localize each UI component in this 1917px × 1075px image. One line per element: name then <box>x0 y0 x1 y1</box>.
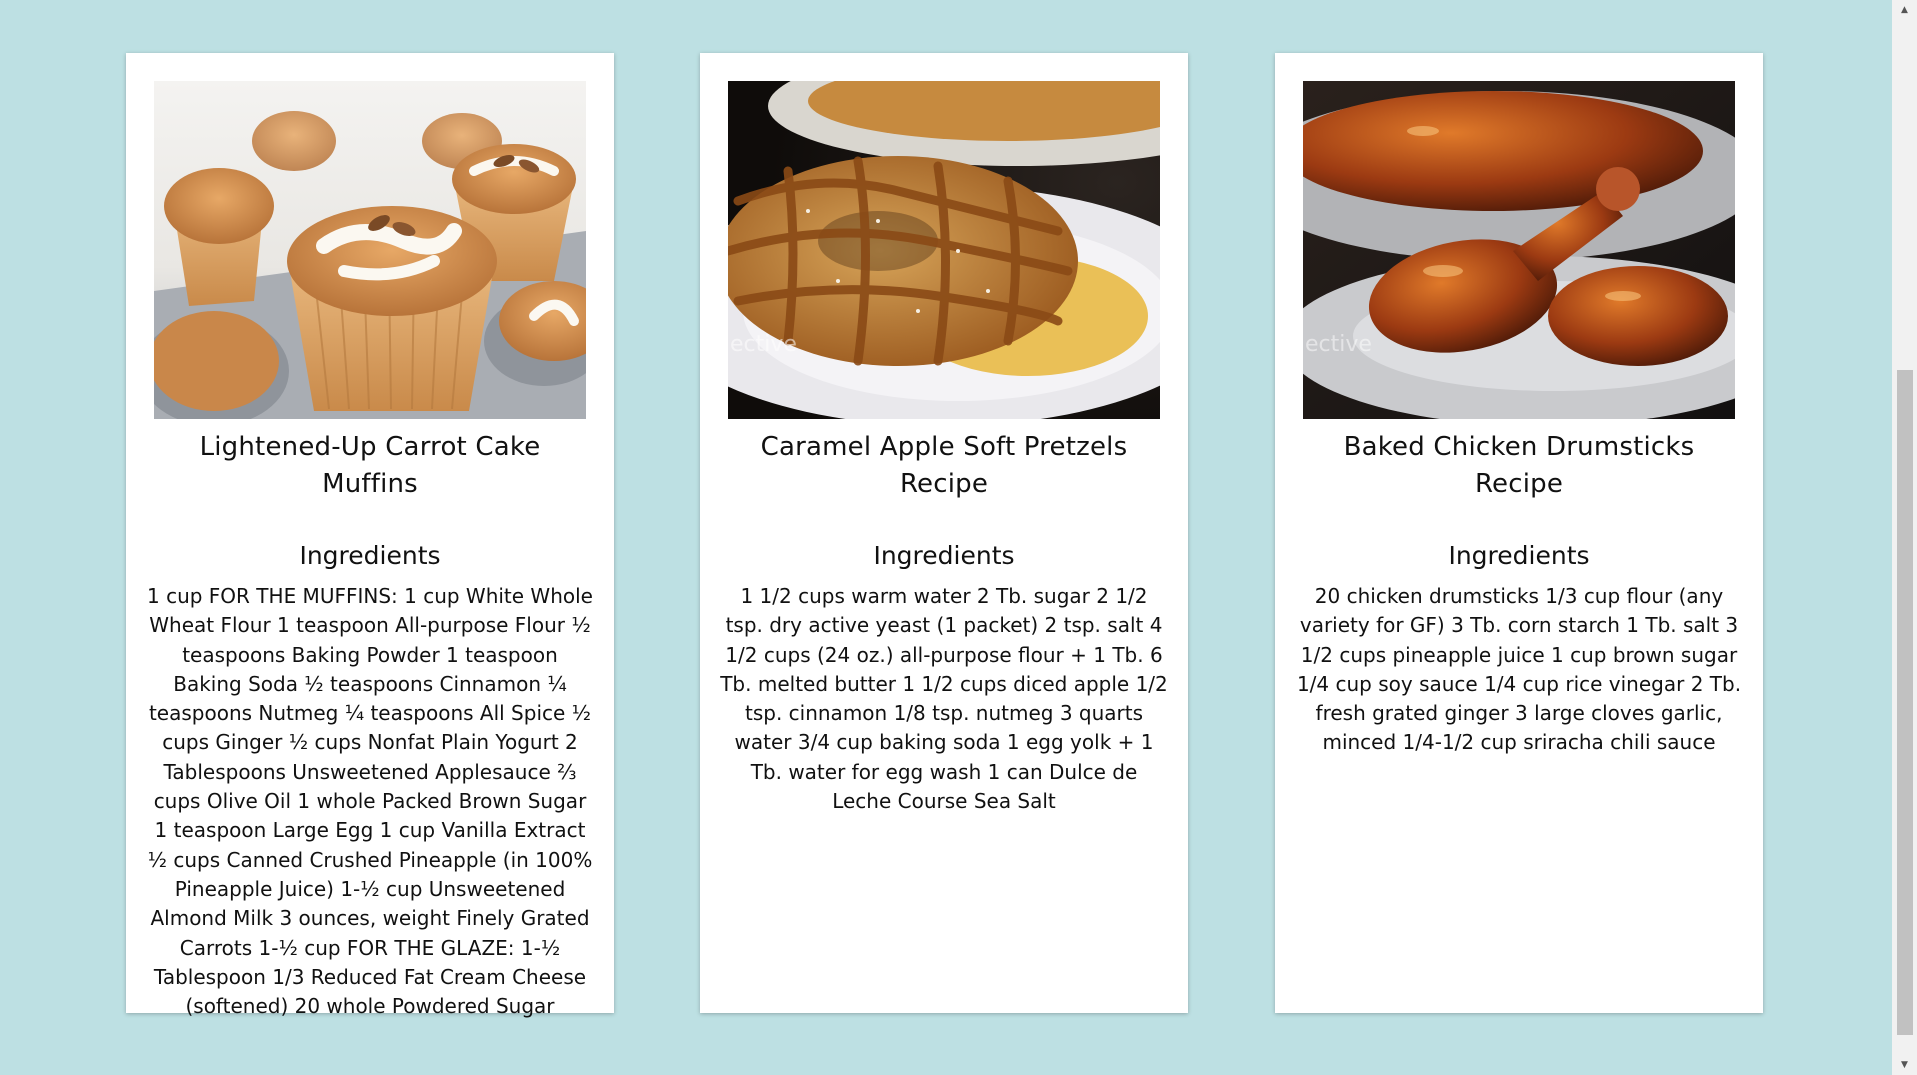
recipe-image-chicken-drumsticks[interactable] <box>1303 81 1735 419</box>
ingredients-heading: Ingredients <box>873 541 1015 570</box>
ingredients-list: 20 chicken drumsticks 1/3 cup flour (any variety for GF) 3 Tb. corn starch 1 Tb. salt 3 1/2 cups pineapple juice 1 cup brown sugar 1/4 cup soy sauce 1/4 cup rice vinegar 2 Tb. fresh grated ginger 3 large cloves garlic, minced 1/4-1/2 cup sriracha chili sauce <box>1296 584 1742 755</box>
recipe-title[interactable]: Caramel Apple Soft Pretzels Recipe <box>760 432 1128 499</box>
recipe-card[interactable] <box>1275 53 1763 1013</box>
svg-text:ective: ective <box>1305 332 1372 357</box>
ingredients-heading: Ingredients <box>299 541 441 570</box>
scrollbar-thumb[interactable] <box>1897 370 1913 1035</box>
scroll-down-arrow-icon[interactable]: ▼ <box>1901 1060 1908 1070</box>
recipe-card[interactable] <box>126 53 614 1019</box>
vertical-scrollbar[interactable] <box>1892 0 1917 1075</box>
recipe-image-carrot-cake-muffins[interactable] <box>154 81 586 419</box>
scroll-up-arrow-icon[interactable]: ▲ <box>1901 5 1908 15</box>
recipe-image-caramel-apple-pretzels[interactable] <box>728 81 1160 419</box>
ingredients-list: 1 cup FOR THE MUFFINS: 1 cup White Whole Wheat Flour 1 teaspoon All-purpose Flour ½ teaspoons Baking Powder 1 teaspoon Baking Soda ½ teaspoons Cinnamon ¼ teaspoons Nutmeg ¼ teaspoons All Spice ½ cups Ginger ½ cups Nonfat Plain Yogurt 2 Tablespoons Unsweetened Applesauce ⅔ cups Olive Oil 1 whole Packed Brown Sugar 1 teaspoon Large Egg 1 cup Vanilla Extract ½ cups Canned Crushed Pineapple (in 100% Pineapple Juice) 1-½ cup Unsweetened Almond Milk 3 ounces, weight Finely Grated Carrots 1-½ cup FOR THE GLAZE: 1-½ Tablespoon 1/3 Reduced Fat Cream Cheese (softened) 20 whole Powdered Sugar <box>147 584 593 1019</box>
recipe-title[interactable]: Lightened-Up Carrot Cake Muffins <box>199 432 541 499</box>
ingredients-list: 1 1/2 cups warm water 2 Tb. sugar 2 1/2 tsp. dry active yeast (1 packet) 2 tsp. salt 4 1/2 cups (24 oz.) all-purpose flour + 1 Tb. 6 Tb. melted butter 1 1/2 cups diced apple 1/2 tsp. cinnamon 1/8 tsp. nutmeg 3 quarts water 3/4 cup baking soda 1 egg yolk + 1 Tb. water for egg wash 1 can Dulce de Leche Course Sea Salt <box>720 584 1168 814</box>
recipe-title[interactable]: Baked Chicken Drumsticks Recipe <box>1343 432 1695 499</box>
recipe-card[interactable] <box>700 53 1188 1013</box>
ingredients-heading: Ingredients <box>1448 541 1590 570</box>
svg-text:ective: ective <box>730 332 797 357</box>
